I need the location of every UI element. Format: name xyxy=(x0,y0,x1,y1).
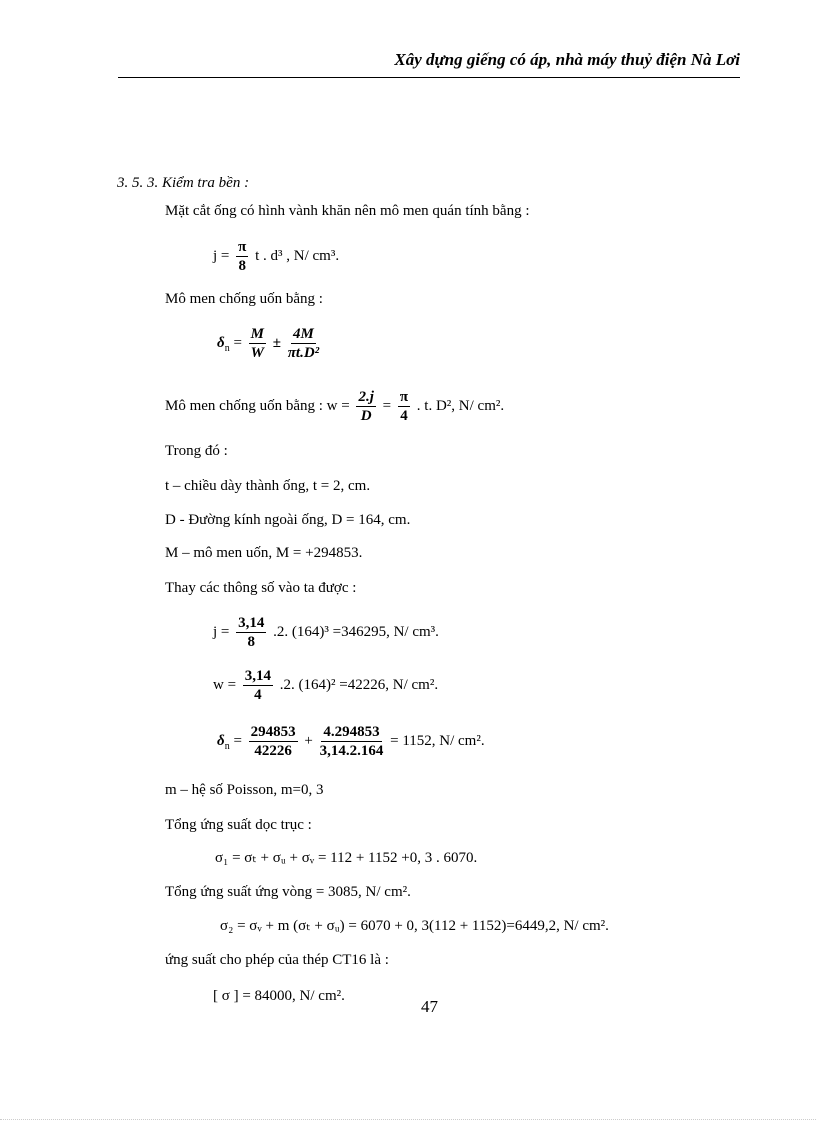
numerator: 4.294853 xyxy=(323,724,380,740)
denominator: W xyxy=(250,345,264,361)
header-rule xyxy=(118,77,740,78)
section-heading: 3. 5. 3. Kiểm tra bền : xyxy=(117,175,250,191)
subscript: n xyxy=(224,740,230,752)
subscript: n xyxy=(224,342,230,354)
fraction xyxy=(356,388,375,425)
numerator: π xyxy=(399,389,409,405)
page-number: 47 xyxy=(421,997,438,1016)
running-header: Xây dựng giếng có áp, nhà máy thuỷ điện Nà Lơi xyxy=(394,50,740,69)
formula-sigma2: σ₂ = σᵥ + m (σₜ + σᵤ) = 6070 + 0, 3(112 + 1152)=6449,2, N/ cm². xyxy=(220,918,609,934)
denominator: 8 xyxy=(238,258,246,274)
formula-lhs: Mô men chống uốn bằng : w = xyxy=(165,397,350,414)
delta-symbol: δ xyxy=(217,732,225,749)
formula-delta xyxy=(217,325,322,362)
numerator: 3,14 xyxy=(244,668,272,684)
denominator: 3,14.2.164 xyxy=(319,743,384,759)
fraction xyxy=(249,723,298,760)
formula-j xyxy=(213,238,339,275)
formula-rhs: . t. D², N/ cm². xyxy=(416,397,505,414)
denominator: 42226 xyxy=(254,743,292,759)
calc-w xyxy=(213,667,438,704)
paragraph: ứng suất cho phép của thép CT16 là : xyxy=(165,952,389,968)
fraction xyxy=(236,238,248,275)
paragraph: Tổng ứng suất ứng vòng = 3085, N/ cm². xyxy=(165,884,411,900)
formula-rhs: .2. (164)² =42226, N/ cm². xyxy=(279,676,439,693)
formula-rhs: .2. (164)³ =346295, N/ cm³. xyxy=(273,623,439,640)
calc-delta xyxy=(217,723,485,760)
paragraph: m – hệ số Poisson, m=0, 3 xyxy=(165,782,324,798)
fraction xyxy=(236,614,266,651)
denominator: πt.D² xyxy=(287,345,320,361)
paragraph: Trong đó : xyxy=(165,443,228,459)
formula-lhs: j = xyxy=(213,247,230,264)
numerator: π xyxy=(238,239,247,255)
numerator: 294853 xyxy=(250,724,296,740)
paragraph: Tổng ứng suất dọc trục : xyxy=(165,817,312,833)
equals: = xyxy=(382,397,392,414)
numerator: 3,14 xyxy=(238,615,265,631)
paragraph: Mặt cắt ống có hình vành khăn nên mô men quán tính bằng : xyxy=(165,203,530,219)
formula-w xyxy=(165,388,504,425)
denominator: 8 xyxy=(247,634,256,650)
equals: = xyxy=(233,732,242,749)
numerator: 4M xyxy=(293,326,314,342)
fraction xyxy=(249,325,266,362)
delta-symbol: δ xyxy=(217,334,225,351)
formula-lhs: w = xyxy=(213,676,237,693)
page-edge xyxy=(0,1119,816,1120)
calc-j xyxy=(213,614,439,651)
paragraph: Mô men chống uốn bằng : xyxy=(165,291,323,307)
formula-rhs: = 1152, N/ cm². xyxy=(390,732,485,749)
fraction xyxy=(243,667,273,704)
fraction xyxy=(398,388,410,425)
denominator: 4 xyxy=(400,408,408,424)
formula-allowable-stress: [ σ ] = 84000, N/ cm². xyxy=(213,988,345,1004)
fraction xyxy=(288,325,319,362)
fraction xyxy=(320,723,384,760)
numerator: 2.j xyxy=(358,389,374,405)
plus-minus: ± xyxy=(272,334,281,351)
paragraph: M – mô men uốn, M = +294853. xyxy=(165,545,363,561)
plus: + xyxy=(304,732,313,749)
formula-lhs: j = xyxy=(213,623,230,640)
paragraph: D - Đường kính ngoài ống, D = 164, cm. xyxy=(165,512,411,528)
paragraph: Thay các thông số vào ta được : xyxy=(165,580,357,596)
equals: = xyxy=(233,334,242,351)
denominator: 4 xyxy=(254,687,262,703)
denominator: D xyxy=(360,408,372,424)
formula-rhs: t . d³ , N/ cm³. xyxy=(255,247,340,264)
formula-sigma1: σ₁ = σₜ + σᵤ + σᵥ = 112 + 1152 +0, 3 . 6070. xyxy=(215,850,478,866)
numerator: M xyxy=(250,326,264,342)
paragraph: t – chiều dày thành ống, t = 2, cm. xyxy=(165,478,371,494)
